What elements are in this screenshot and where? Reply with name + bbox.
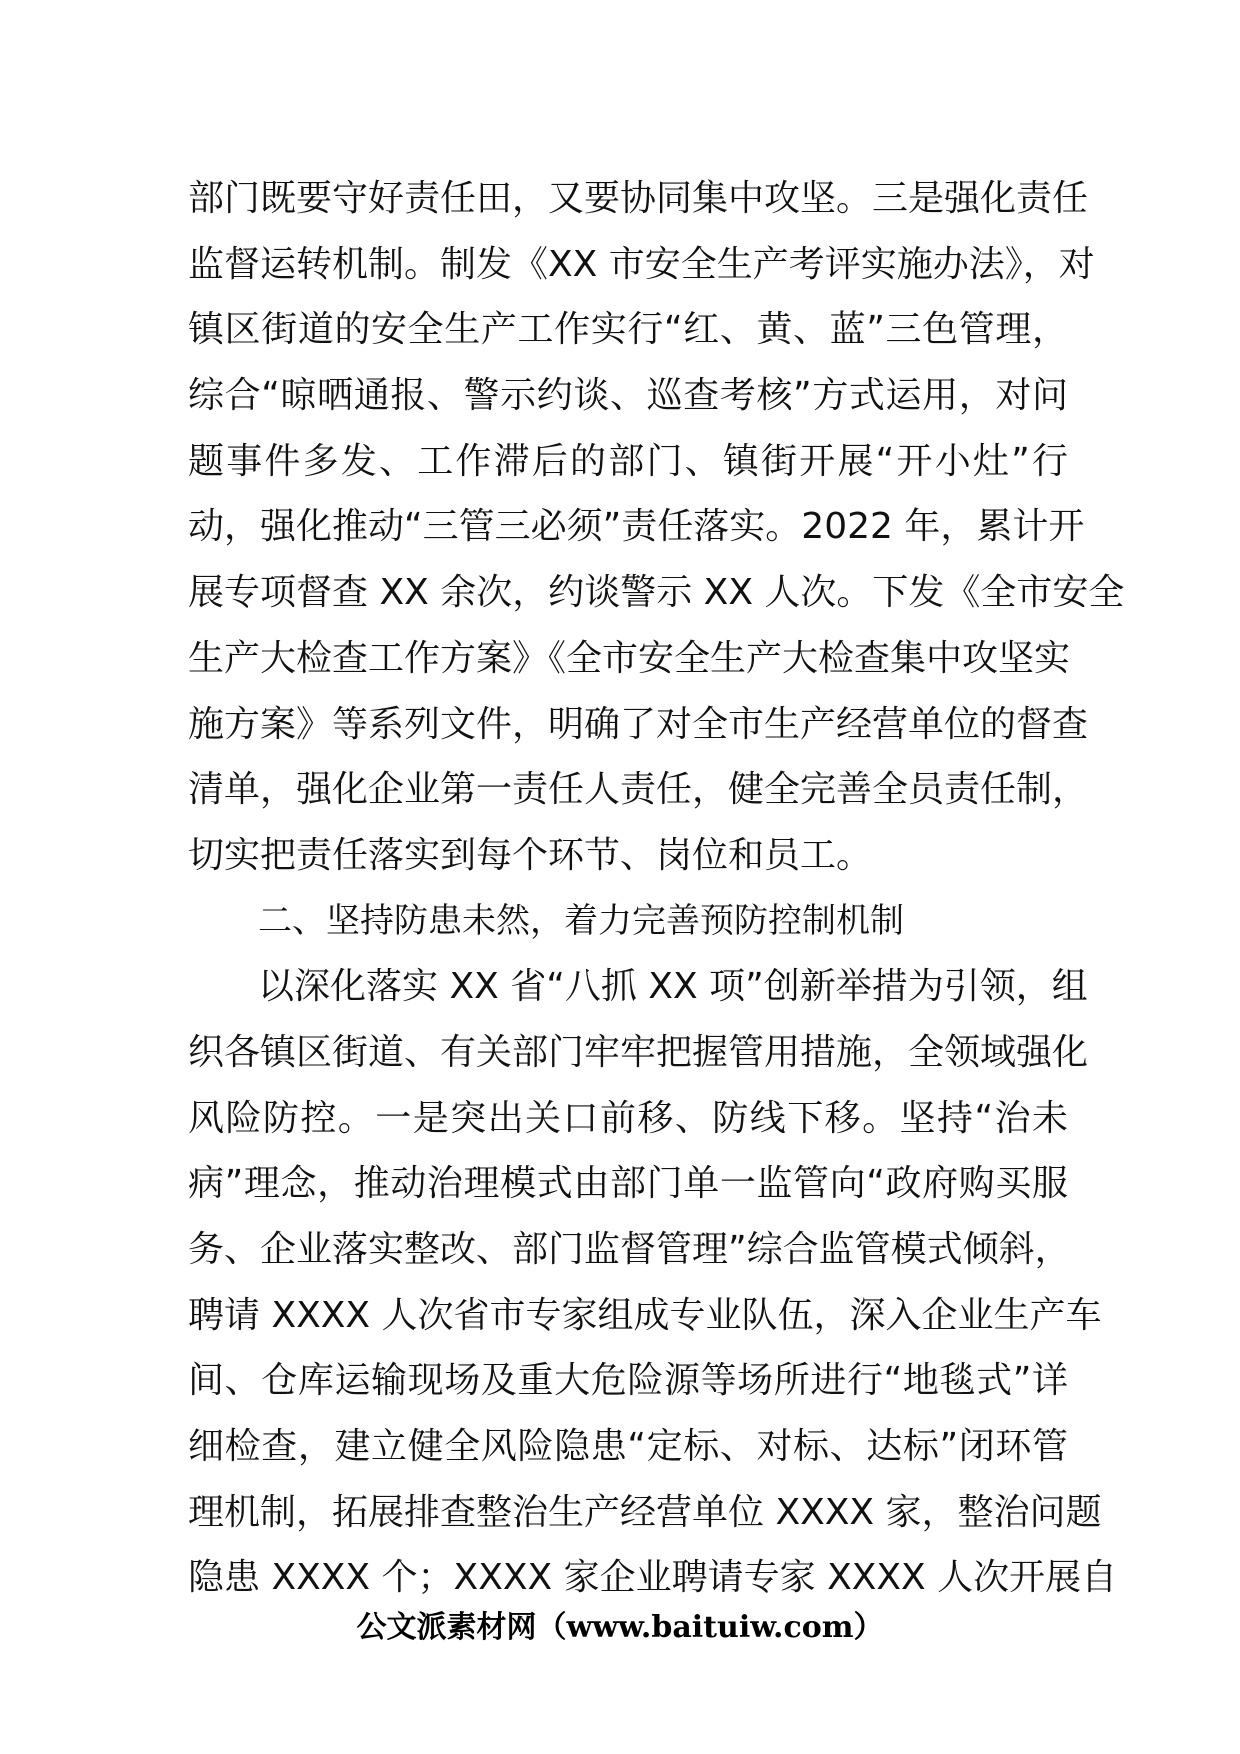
text-line: 织各镇区街道、有关部门牢牢把握管用措施，全领域强化 [188,1031,1089,1073]
text-line: 隐患 XXXX 个；XXXX 家企业聘请专家 XXXX 人次开展自 [188,1557,1118,1599]
text-line: 清单，强化企业第一责任人责任，健全完善全员责任制， [188,769,1089,811]
text-line: 病”理念，推动治理模式由部门单一监管向“政府购买服 [188,1163,1068,1205]
body-text [188,166,1125,1611]
text-line: 生产大检查工作方案》《全市安全生产大检查集中攻坚实 [188,637,1071,679]
text-line: 间、仓库运输现场及重大危险源等场所进行“地毯式”详 [188,1360,1068,1402]
text-line: 风险防控。一是突出关口前移、防线下移。坚持“治未 [188,1097,1068,1139]
text-line: 聘请 XXXX 人次省市专家组成专业队伍，深入企业生产车 [188,1294,1102,1336]
text-line: 切实把责任落实到每个环节、岗位和员工。 [188,834,873,876]
text-line: 镇区街道的安全生产工作实行“红、黄、蓝”三色管理， [188,309,1068,351]
paragraph-2 [188,954,1118,1611]
paragraph-1 [188,166,1125,889]
text-line: 施方案》等系列文件，明确了对全市生产经营单位的督查 [188,703,1089,745]
text-line: 以深化落实 XX 省“八抓 XX 项”创新举措为引领，组 [258,966,1088,1008]
text-line: 务、企业落实整改、部门监督管理”综合监管模式倾斜， [188,1229,1071,1270]
text-line: 监督运转机制。制发《XX 市安全生产考评实施办法》，对 [188,243,1095,285]
text-line: 展专项督查 XX 余次，约谈警示 XX 人次。下发《全市安全 [188,572,1125,614]
footer-watermark: 公文派素材网（www.baituiw.com） [356,1610,884,1645]
text-line: 综合“晾晒通报、警示约谈、巡查考核”方式运用，对问 [188,375,1068,417]
text-line: 题事件多发、工作滞后的部门、镇街开展“开小灶”行 [188,440,1068,482]
section-heading: 二、坚持防患未然，着力完善预防控制机制 [258,900,904,941]
text-line: 细检查，建立健全风险隐患“定标、对标、达标”闭环管 [188,1426,1068,1468]
text-line: 动，强化推动“三管三必须”责任落实。2022 年，累计开 [188,506,1085,548]
text-line: 部门既要守好责任田，又要协同集中攻坚。三是强化责任 [188,178,1089,219]
text-line: 理机制，拓展排查整治生产经营单位 XXXX 家，整治问题 [188,1491,1102,1533]
